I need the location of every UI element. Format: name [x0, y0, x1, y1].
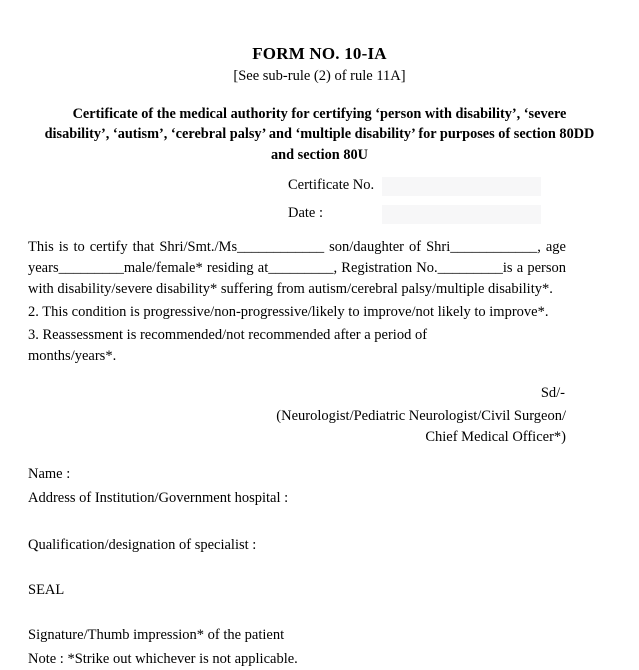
clause-2: 2. This condition is progressive/non-progressive/likely to improve/not likely to improve*.: [28, 304, 549, 321]
certificate-no-row: [288, 175, 639, 197]
clause-3-line-1: 3. Reassessment is recommended/not recommended after a period of: [28, 327, 428, 344]
page-title: FORM NO. 10-IA: [252, 44, 387, 63]
sd-label: Sd/-: [540, 385, 565, 402]
signature-block: [0, 383, 566, 448]
certificate-no-input[interactable]: [382, 177, 541, 196]
patient-signature-label: Signature/Thumb impression* of the patient: [28, 627, 285, 644]
date-input[interactable]: [382, 205, 541, 224]
date-row: [288, 203, 639, 225]
form-subtitle: [See sub-rule (2) of rule 11A]: [233, 67, 406, 84]
title-block: [0, 44, 639, 86]
document-page: [0, 44, 639, 668]
seal-label: SEAL: [28, 582, 65, 599]
signing-authority-line-1: (Neurologist/Pediatric Neurologist/Civil Surgeon/: [276, 408, 566, 425]
date-label: Date :: [288, 205, 324, 222]
signing-authority-line-2: Chief Medical Officer*): [425, 429, 566, 446]
clause-1: This is to certify that Shri/Smt./Ms____________ son/daughter of Shri____________, age years_________male/female* residing at_________, Registration No._________is a person with disability/severe disability* suffering from autism/cerebral palsy/multiple disability*.: [28, 239, 566, 298]
certificate-fields: [0, 175, 639, 225]
body-text: [28, 237, 566, 367]
qualification-field-label: Qualification/designation of specialist :: [28, 537, 257, 554]
certificate-no-label: Certificate No.: [288, 177, 375, 194]
clause-3: [28, 325, 566, 367]
name-field-label: Name :: [28, 466, 71, 483]
footer-fields: [28, 464, 639, 670]
certificate-heading: Certificate of the medical authority for certifying ‘person with disability’, ‘severe disability’, ‘autism’, ‘cerebral palsy’ and ‘multiple disability’ for purposes of section 80DD and section 80U: [44, 106, 595, 163]
clause-3-line-2: months/years*.: [28, 348, 117, 365]
address-field-label: Address of Institution/Government hospital :: [28, 490, 289, 507]
note-label: Note : *Strike out whichever is not applicable.: [28, 651, 298, 668]
